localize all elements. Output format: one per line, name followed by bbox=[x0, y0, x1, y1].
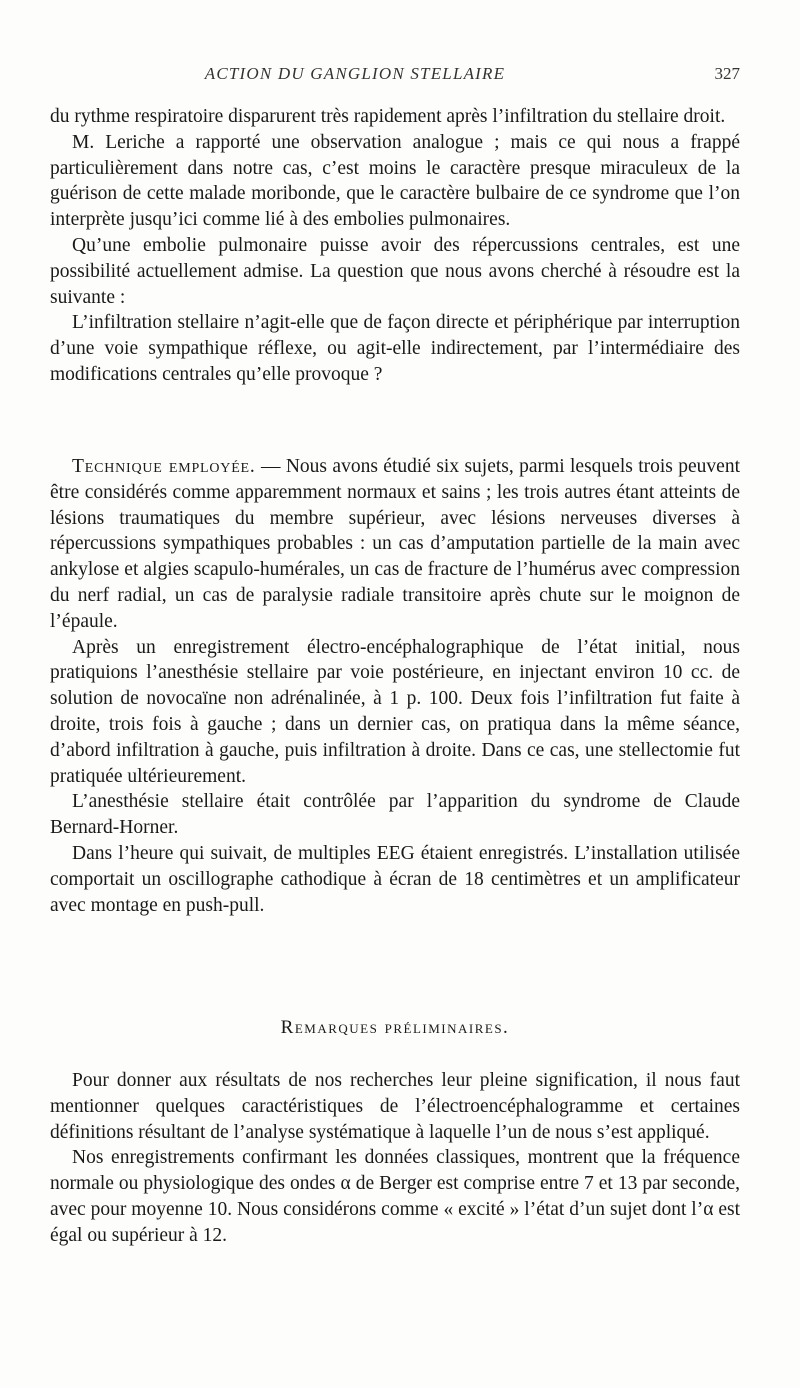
running-header bbox=[50, 64, 740, 88]
text-block-technique bbox=[50, 454, 740, 918]
paragraph-anesthesie: L’anesthésie stellaire était contrôlée par l’apparition du syndrome de Claude Bernard-Horner. bbox=[50, 791, 740, 839]
paragraph-installation: Dans l’heure qui suivait, de multiples EEG étaient enregistrés. L’installation utilisée comportait un oscillographe cathodique à écran de 18 centimètres et un amplificateur avec montage en push-pull. bbox=[50, 842, 740, 916]
paragraph-technique bbox=[50, 454, 740, 635]
page-number: 327 bbox=[714, 64, 740, 83]
technique-heading: Technique employée. bbox=[72, 456, 256, 477]
paragraph-question: L’infiltration stellaire n’agit-elle que de façon directe et périphérique par interruption d’une voie sympathique réflexe, ou agit-elle indirectement, par l’intermédiaire des modifications centrales qu’elle provoque ? bbox=[50, 312, 740, 385]
paragraph-continuation: du rythme respiratoire disparurent très rapidement après l’infiltration du stellaire droit. bbox=[50, 106, 726, 127]
running-title: ACTION DU GANGLION STELLAIRE bbox=[204, 64, 506, 83]
paragraph-enregistrement: Après un enregistrement électro-encéphalographique de l’état initial, nous pratiquions l’anesthésie stellaire par voie postérieure, en injectant environ 10 cc. de solution de novocaïne non adrénalinée, à 1 p. 100. Deux fois l’infiltration fut faite à droite, trois fois à gauche ; dans un dernier cas, on pratiqua dans la même séance, d’abord infiltration à gauche, puis infiltration à droite. Dans ce cas, une stellectomie fut pratiquée ultérieurement. bbox=[50, 636, 740, 787]
section-title: Remarques préliminaires. bbox=[280, 1017, 510, 1038]
text-block-remarques bbox=[50, 1068, 740, 1249]
paragraph-signification: Pour donner aux résultats de nos recherches leur pleine signification, il nous faut mentionner quelques caractéristiques de l’électroencéphalogramme et certaines définitions résultant de l’analyse systématique à laquelle l’un de nous s’est appliqué. bbox=[50, 1070, 740, 1143]
paragraph-leriche: M. Leriche a rapporté une observation analogue ; mais ce qui nous a frappé particulièrement dans notre cas, c’est moins le caractère presque miraculeux de la guérison de cette malade moribonde, que le caractère bulbaire de ce syndrome que l’on interprète jusqu’ici comme lié à des embolies pulmonaires. bbox=[50, 131, 740, 231]
paragraph-embolie: Qu’une embolie pulmonaire puisse avoir des répercussions centrales, est une possibilité actuellement admise. La question que nous avons cherché à résoudre est la suivante : bbox=[50, 234, 740, 308]
text-block-intro bbox=[50, 104, 740, 388]
paragraph-frequence: Nos enregistrements confirmant les données classiques, montrent que la fréquence normale ou physiologique des ondes α de Berger est comprise entre 7 et 13 par seconde, avec pour moyenne 10. Nous considérons comme « excité » l’état d’un sujet dont l’α est égal ou supérieur à 12. bbox=[50, 1147, 740, 1246]
technique-text: — Nous avons étudié six sujets, parmi lesquels trois peuvent être considérés comme apparemment normaux et sains ; les trois autres étant atteints de lésions traumatiques du membre supérieur, avec lésions nerveuses diverses à répercussions sympathiques probables : un cas d’amputation partielle de la main avec ankylose et algies scapulo-humérales, un cas de fracture de l’humérus avec compression du nerf radial, un cas de paralysie radiale transitoire après chute sur le moignon de l’épaule. bbox=[50, 456, 740, 632]
